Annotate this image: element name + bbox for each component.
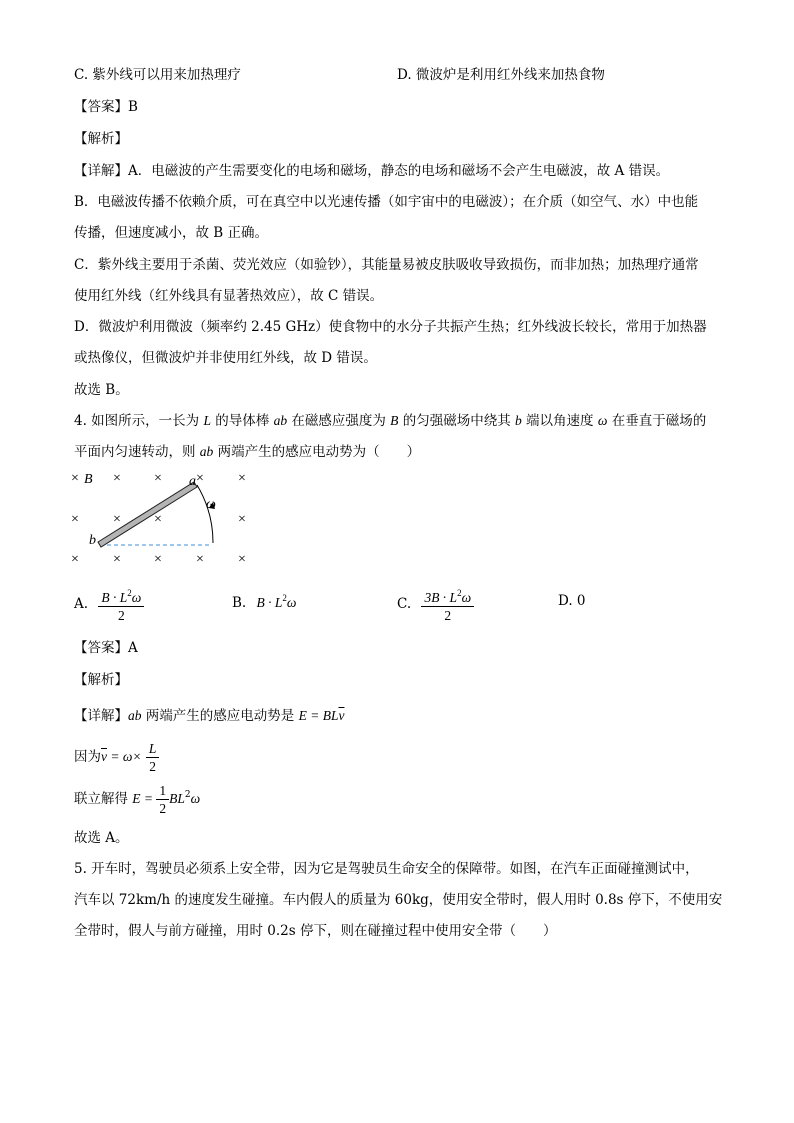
cross-mark: × bbox=[71, 512, 79, 527]
q5-stem-line1: 5. 开车时，驾驶员必须系上安全带，因为它是驾驶员生命安全的保障带。如图，在汽车正面碰撞测试中， bbox=[74, 861, 699, 877]
cross-mark: × bbox=[113, 552, 121, 567]
cross-mark: × bbox=[154, 512, 162, 527]
detail-b-line1: B．电磁波传播不依赖介质，可在真空中以光速传播（如宇宙中的电磁波）；在介质（如空气、水）中也能 bbox=[74, 194, 699, 210]
label-omega: ω bbox=[206, 497, 216, 512]
cross-mark: × bbox=[154, 552, 162, 567]
cross-mark: × bbox=[238, 471, 246, 486]
rotation-arc bbox=[197, 485, 213, 543]
detail-a: 【详解】A．电磁波的产生需要变化的电场和磁场，静态的电场和磁场不会产生电磁波，故 A 错误。 bbox=[74, 163, 670, 179]
q5-stem-line2: 汽车以 72km/h 的速度发生碰撞。车内假人的质量为 60kg，使用安全带时，假人用时 0.8s 停下，不使用安 bbox=[74, 892, 723, 908]
q5-stem-line3: 全带时，假人与前方碰撞，用时 0.2s 停下，则在碰撞过程中使用安全带（ ） bbox=[74, 923, 557, 939]
conclusion: 故选 B。 bbox=[74, 382, 129, 398]
cross-mark: × bbox=[113, 471, 121, 486]
analysis-label: 【解析】 bbox=[74, 672, 128, 688]
cross-mark: × bbox=[154, 471, 162, 486]
q4-solve: 联立解得 E = $\frac{1}{2}$ $BL^2\omega$ bbox=[74, 783, 201, 816]
detail-c-line1: C．紫外线主要用于杀菌、荧光效应（如验钞），其能量易被皮肤吸收导致损伤，而非加热；加热理疗通常 bbox=[74, 257, 699, 273]
conclusion: 故选 A。 bbox=[74, 830, 129, 846]
analysis-label: 【解析】 bbox=[74, 131, 128, 147]
choice-b: B. $B \cdot L^2\omega$ bbox=[232, 593, 297, 611]
q4-because: 因为$\overline{v} = \omega\times$ $\frac{L}{2}$ bbox=[74, 740, 159, 775]
q4-stem-line1: 4. 如图所示，一长为 L 的导体棒 ab 在磁感应强度为 B 的匀强磁场中绕其 b 端以角速度 ω 在垂直于磁场的 bbox=[74, 413, 707, 429]
cross-mark: × bbox=[238, 552, 246, 567]
q4-stem-line2: 平面内匀速转动，则 ab 两端产生的感应电动势为（ ） bbox=[74, 444, 421, 460]
cross-mark: × bbox=[238, 512, 246, 527]
detail-b-line2: 传播，但速度减小，故 B 正确。 bbox=[74, 225, 269, 241]
cross-mark: × bbox=[196, 471, 204, 486]
label-a: a bbox=[189, 474, 196, 489]
label-b: b bbox=[89, 533, 96, 548]
q4-detail: 【详解】ab 两端产生的感应电动势是 $E = BL\overline{v}$ bbox=[74, 708, 345, 724]
cross-mark: × bbox=[71, 552, 79, 567]
detail-c-line2: 使用红外线（红外线具有显著热效应），故 C 错误。 bbox=[74, 288, 384, 304]
choice-d: D. 0 bbox=[558, 593, 586, 609]
field-label-b: B bbox=[84, 472, 93, 487]
answer-label: 【答案】A bbox=[74, 640, 138, 656]
answer-label: 【答案】B bbox=[74, 99, 138, 115]
detail-d-line2: 或热像仪，但微波炉并非使用红外线，故 D 错误。 bbox=[74, 350, 377, 366]
cross-mark: × bbox=[196, 552, 204, 567]
option-c: C. 紫外线可以用来加热理疗 bbox=[74, 67, 241, 83]
cross-mark: × bbox=[113, 512, 121, 527]
option-d: D. 微波炉是利用红外线来加热食物 bbox=[397, 67, 605, 83]
choice-a: A. $\frac{B \cdot L^2\omega}{2}$ bbox=[74, 585, 144, 624]
detail-d-line1: D．微波炉利用微波（频率约 2.45 GHz）使食物中的水分子共振产生热；红外线波长较长，常用于加热器 bbox=[74, 319, 707, 335]
choice-c: C. $\frac{3B \cdot L^2\omega}{2}$ bbox=[397, 585, 474, 624]
rotating-rod-figure bbox=[66, 466, 266, 570]
cross-mark: × bbox=[71, 471, 79, 486]
